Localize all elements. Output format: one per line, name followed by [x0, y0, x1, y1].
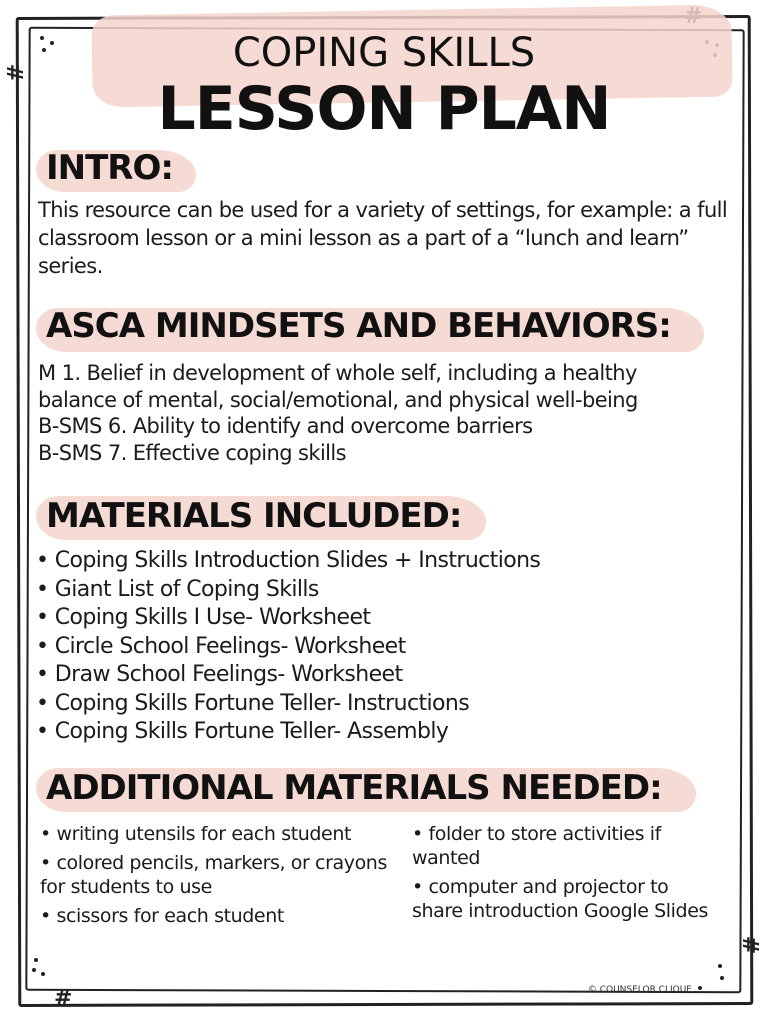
title-lesson-plan: LESSON PLAN: [157, 74, 611, 144]
materials-heading: MATERIALS INCLUDED:: [46, 496, 462, 536]
list-item: • Coping Skills Fortune Teller- Instructions: [36, 690, 540, 719]
asca-line: M 1. Belief in development of whole self, including a healthy: [38, 361, 637, 385]
asca-line: balance of mental, social/emotional, and physical well-being: [38, 387, 638, 412]
hash-doodle-left: #: [1, 63, 27, 83]
asca-line: B-SMS 7. Effective coping skills: [38, 440, 346, 465]
list-item: • writing utensils for each student: [40, 822, 400, 846]
materials-list: [36, 547, 540, 747]
hash-doodle-right: #: [737, 935, 763, 955]
list-item: • scissors for each student: [40, 904, 400, 928]
intro-text: This resource can be used for a variety of settings, for example: a full classroom lesson or a mini lesson as a part of a “lunch and learn” series.: [38, 198, 728, 278]
list-item: • Giant List of Coping Skills: [36, 576, 540, 605]
intro-heading: INTRO:: [46, 148, 173, 188]
list-item: • Coping Skills Fortune Teller- Assembly: [36, 718, 540, 747]
asca-standards: [38, 360, 738, 466]
list-item: • Coping Skills Introduction Slides + Instructions: [36, 547, 540, 576]
asca-heading: ASCA MINDSETS AND BEHAVIORS:: [46, 306, 671, 346]
copyright-credit: © COUNSELOR CLIQUE: [587, 985, 692, 995]
list-item: • folder to store activities if wanted: [412, 822, 722, 870]
additional-heading: ADDITIONAL MATERIALS NEEDED:: [46, 768, 662, 808]
dots-doodle-bottom-left: [32, 958, 48, 974]
hash-doodle-bottom-left: #: [54, 986, 73, 1011]
list-item: • Coping Skills I Use- Worksheet: [36, 604, 540, 633]
dots-doodle-bottom-right: [716, 964, 732, 980]
list-item: • colored pencils, markers, or crayons for students to use: [40, 851, 400, 899]
list-item: • Draw School Feelings- Worksheet: [36, 661, 540, 690]
list-item: • Circle School Feelings- Worksheet: [36, 633, 540, 662]
asca-line: B-SMS 6. Ability to identify and overcome barriers: [38, 414, 533, 438]
list-item: • computer and projector to share introduction Google Slides: [412, 875, 722, 923]
additional-left-list: [40, 822, 400, 933]
additional-right-list: [412, 822, 722, 928]
title-coping-skills: COPING SKILLS: [232, 30, 536, 76]
